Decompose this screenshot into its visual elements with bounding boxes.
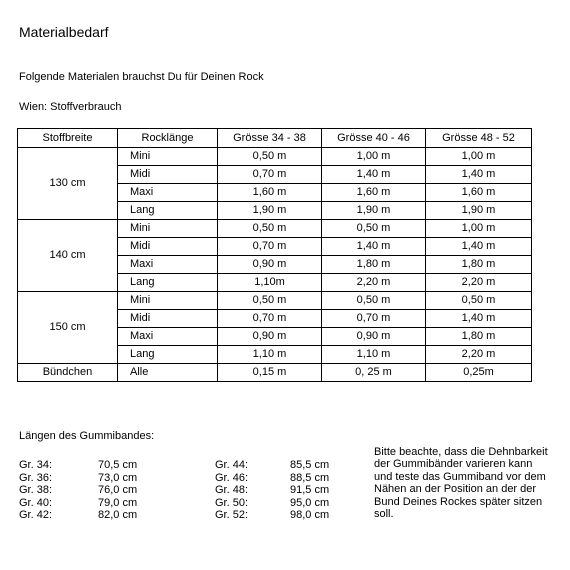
skirt-length-cell: Maxi [118, 184, 218, 202]
table-header-cell: Grösse 34 - 38 [218, 129, 322, 148]
fabric-amount-cell: 1,40 m [426, 166, 532, 184]
fabric-amount-cell: 0,50 m [322, 292, 426, 310]
elastic-size-label: Gr. 34: [19, 459, 53, 471]
skirt-length-cell: Mini [118, 220, 218, 238]
fabric-amount-cell: 0,70 m [218, 310, 322, 328]
skirt-length-cell: Lang [118, 274, 218, 292]
elastic-size-label: Gr. 44: [215, 459, 249, 471]
elastic-length-value: 95,0 cm [290, 496, 330, 509]
fabric-width-cell: 150 cm [18, 292, 118, 364]
fabric-amount-cell: 1,10 m [218, 346, 322, 364]
fabric-width-cell: 140 cm [18, 220, 118, 292]
elastic-lengths-left [98, 459, 137, 522]
table-row [18, 220, 532, 238]
fabric-amount-cell: 1,80 m [322, 256, 426, 274]
elastic-length-value: 98,0 cm [290, 509, 330, 522]
fabric-amount-cell: 2,20 m [322, 274, 426, 292]
elastic-lengths-right [290, 459, 329, 522]
skirt-length-cell: Mini [118, 148, 218, 166]
elastic-length-value: 88,5 cm [290, 471, 330, 484]
fabric-amount-cell: 0,70 m [218, 238, 322, 256]
fabric-amount-cell: 0,90 m [322, 328, 426, 346]
elastic-size-label: Gr. 40: [19, 496, 53, 509]
elastic-size-label: Gr. 52: [215, 509, 249, 522]
elastic-note: Bitte beachte, dass die Dehnbarkeit der Gummibänder varieren kann und teste das Gummiband vor dem Nähen an der Position an der der Bund Deines Rockes später sitzen soll. [374, 446, 548, 521]
section-subtitle: Wien: Stoffverbrauch [19, 101, 122, 113]
fabric-width-cell: Bündchen [18, 364, 118, 382]
fabric-amount-cell: 1,00 m [426, 148, 532, 166]
fabric-amount-cell: 2,20 m [426, 346, 532, 364]
elastic-length-value: 85,5 cm [290, 459, 330, 471]
elastic-length-value: 91,5 cm [290, 484, 330, 497]
fabric-amount-cell: 0,15 m [218, 364, 322, 382]
fabric-amount-cell: 1,10m [218, 274, 322, 292]
skirt-length-cell: Midi [118, 310, 218, 328]
skirt-length-cell: Lang [118, 202, 218, 220]
skirt-length-cell: Maxi [118, 256, 218, 274]
elastic-size-label: Gr. 38: [19, 484, 53, 497]
elastic-length-value: 76,0 cm [98, 484, 138, 497]
table-row [18, 364, 532, 382]
skirt-length-cell: Midi [118, 166, 218, 184]
elastic-length-value: 79,0 cm [98, 496, 138, 509]
fabric-amount-cell: 1,00 m [426, 220, 532, 238]
intro-text: Folgende Materialen brauchst Du für Deinen Rock [19, 71, 264, 83]
elastic-size-label: Gr. 50: [215, 496, 249, 509]
fabric-amount-cell: 0,50 m [218, 220, 322, 238]
fabric-amount-cell: 1,90 m [426, 202, 532, 220]
skirt-length-cell: Midi [118, 238, 218, 256]
fabric-amount-cell: 0,90 m [218, 328, 322, 346]
fabric-amount-cell: 1,90 m [218, 202, 322, 220]
elastic-sizes-right [215, 459, 248, 522]
fabric-amount-cell: 1,90 m [322, 202, 426, 220]
fabric-amount-cell: 1,80 m [426, 256, 532, 274]
fabric-amount-cell: 1,40 m [426, 238, 532, 256]
skirt-length-cell: Mini [118, 292, 218, 310]
fabric-width-cell: 130 cm [18, 148, 118, 220]
fabric-amount-cell: 0,50 m [218, 292, 322, 310]
fabric-requirements-table [17, 128, 532, 382]
elastic-lengths-title: Längen des Gummibandes: [19, 430, 155, 442]
elastic-length-value: 73,0 cm [98, 471, 138, 484]
elastic-size-label: Gr. 46: [215, 471, 249, 484]
fabric-amount-cell: 1,00 m [322, 148, 426, 166]
page-title: Materialbedarf [19, 24, 109, 40]
elastic-size-label: Gr. 36: [19, 471, 53, 484]
elastic-size-label: Gr. 42: [19, 509, 53, 522]
skirt-length-cell: Alle [118, 364, 218, 382]
fabric-amount-cell: 0, 25 m [322, 364, 426, 382]
table-row [18, 148, 532, 166]
fabric-amount-cell: 1,10 m [322, 346, 426, 364]
fabric-amount-cell: 0,25m [426, 364, 532, 382]
table-header-cell: Stoffbreite [18, 129, 118, 148]
skirt-length-cell: Maxi [118, 328, 218, 346]
fabric-amount-cell: 0,50 m [426, 292, 532, 310]
fabric-amount-cell: 0,50 m [218, 148, 322, 166]
elastic-length-value: 70,5 cm [98, 459, 138, 471]
fabric-amount-cell: 0,90 m [218, 256, 322, 274]
table-header-cell: Rocklänge [118, 129, 218, 148]
fabric-amount-cell: 1,40 m [322, 166, 426, 184]
fabric-amount-cell: 1,60 m [322, 184, 426, 202]
fabric-amount-cell: 1,60 m [218, 184, 322, 202]
table-header-cell: Grösse 48 - 52 [426, 129, 532, 148]
fabric-amount-cell: 0,70 m [322, 310, 426, 328]
table-header-row [18, 129, 532, 148]
fabric-amount-cell: 0,70 m [218, 166, 322, 184]
fabric-amount-cell: 1,40 m [322, 238, 426, 256]
elastic-size-label: Gr. 48: [215, 484, 249, 497]
table-header-cell: Grösse 40 - 46 [322, 129, 426, 148]
table-row [18, 292, 532, 310]
elastic-sizes-left [19, 459, 52, 522]
fabric-amount-cell: 2,20 m [426, 274, 532, 292]
fabric-amount-cell: 0,50 m [322, 220, 426, 238]
fabric-amount-cell: 1,80 m [426, 328, 532, 346]
skirt-length-cell: Lang [118, 346, 218, 364]
fabric-amount-cell: 1,40 m [426, 310, 532, 328]
elastic-length-value: 82,0 cm [98, 509, 138, 522]
fabric-amount-cell: 1,60 m [426, 184, 532, 202]
table-body [18, 148, 532, 382]
